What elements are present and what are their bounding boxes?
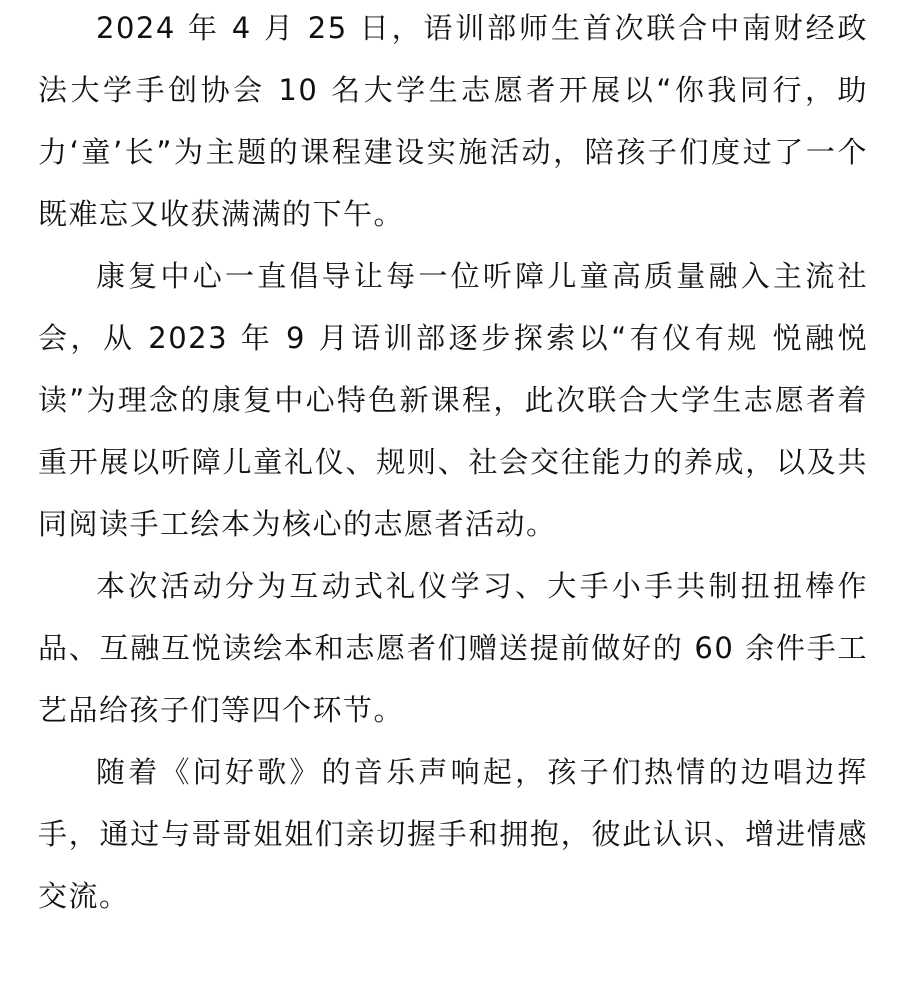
paragraph-4: 随着《问好歌》的音乐声响起，孩子们热情的边唱边挥手，通过与哥哥姐姐们亲切握手和拥抱，彼此认识、增进情感交流。 [38, 755, 868, 913]
paragraph-2: 康复中心一直倡导让每一位听障儿童高质量融入主流社会，从 2023 年 9 月语训部逐步探索以“有仪有规 悦融悦读”为理念的康复中心特色新课程，此次联合大学生志愿者着重开展以听障儿童礼仪、规则、社会交往能力的养成，以及共同阅读手工绘本为核心的志愿者活动。 [38, 259, 868, 541]
paragraph-1: 2024 年 4 月 25 日，语训部师生首次联合中南财经政法大学手创协会 10 名大学生志愿者开展以“你我同行，助力‘童’长”为主题的课程建设实施活动，陪孩子们度过了一个既难忘又收获满满的下午。 [38, 11, 868, 231]
paragraph-3: 本次活动分为互动式礼仪学习、大手小手共制扭扭棒作品、互融互悦读绘本和志愿者们赠送提前做好的 60 余件手工艺品给孩子们等四个环节。 [38, 569, 868, 727]
